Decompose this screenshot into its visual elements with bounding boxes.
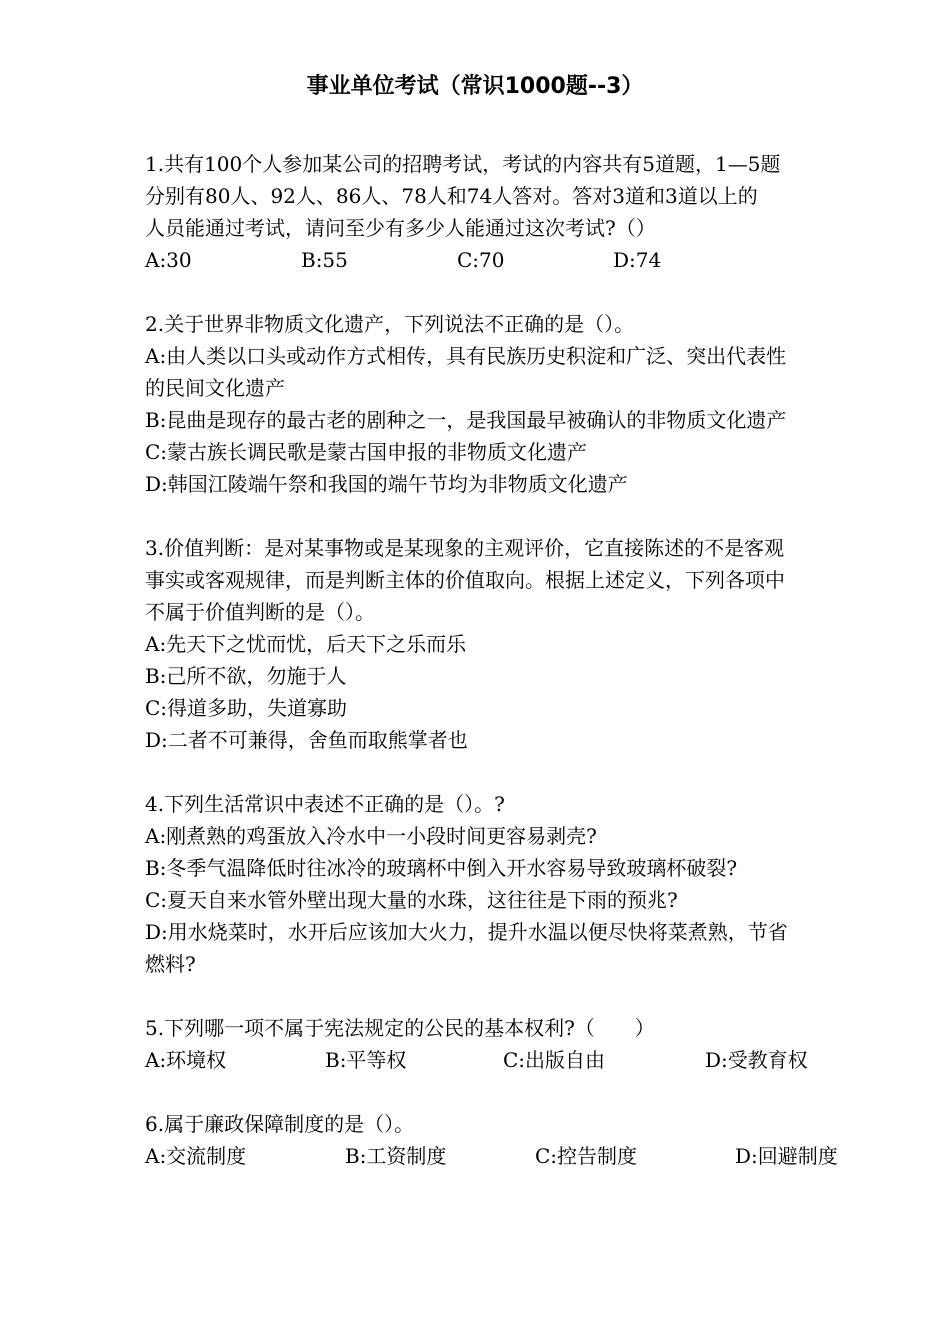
option-d: D:受教育权 (705, 1048, 808, 1072)
option-a-continued: 的民间文化遗产 (145, 376, 285, 400)
option-a: A:环境权 (145, 1048, 227, 1072)
question-text-line: 2.关于世界非物质文化遗产，下列说法不正确的是（）。 (145, 312, 635, 336)
options-row (145, 1140, 860, 1172)
question-5 (145, 1012, 860, 1076)
option-a: A:交流制度 (145, 1144, 247, 1168)
option-c: C:蒙古族长调民歌是蒙古国申报的非物质文化遗产 (145, 440, 588, 464)
question-6 (145, 1108, 860, 1172)
option-b: B:冬季气温降低时往冰冷的玻璃杯中倒入开水容易导致玻璃杯破裂? (145, 856, 738, 880)
option-a: A:30 (145, 248, 192, 272)
option-d: D:回避制度 (735, 1144, 838, 1168)
option-d: D:74 (613, 248, 662, 272)
question-text-line: 4.下列生活常识中表述不正确的是（）。? (145, 792, 505, 816)
page-title: 事业单位考试（常识1000题--3） (306, 74, 644, 99)
options-row (145, 244, 860, 276)
question-4 (145, 788, 860, 980)
option-a: A:刚煮熟的鸡蛋放入冷水中一小段时间更容易剥壳? (145, 824, 597, 848)
option-c: C:70 (457, 248, 505, 272)
option-c: C:夏天自来水管外壁出现大量的水珠，这往往是下雨的预兆? (145, 888, 678, 912)
option-b: B:昆曲是现存的最古老的剧种之一，是我国最早被确认的非物质文化遗产 (145, 408, 787, 432)
question-text-line: 不属于价值判断的是（）。 (145, 600, 375, 624)
option-c: C:出版自由 (503, 1048, 606, 1072)
question-text-line: 分别有80人、92人、86人、78人和74人答对。答对3道和3道以上的 (145, 184, 758, 208)
question-text-line: 3.价值判断：是对某事物或是某现象的主观评价，它直接陈述的不是客观 (145, 536, 785, 560)
option-d: D:用水烧菜时，水开后应该加大火力，提升水温以便尽快将菜煮熟，节省 (145, 920, 788, 944)
option-c: C:得道多助，失道寡助 (145, 696, 348, 720)
option-d: D:韩国江陵端午祭和我国的端午节均为非物质文化遗产 (145, 472, 628, 496)
question-text-line: 5.下列哪一项不属于宪法规定的公民的基本权利?（ ） (145, 1016, 655, 1040)
option-b: B:工资制度 (345, 1144, 447, 1168)
option-b: B:己所不欲，勿施于人 (145, 664, 347, 688)
option-b: B:55 (301, 248, 348, 272)
question-text-line: 1.共有100个人参加某公司的招聘考试，考试的内容共有5道题，1—5题 (145, 152, 781, 176)
question-text-line: 人员能通过考试，请问至少有多少人能通过这次考试?（） (145, 216, 656, 240)
question-list (145, 148, 860, 1204)
option-a: A:先天下之忧而忧，后天下之乐而乐 (145, 632, 467, 656)
question-2 (145, 308, 860, 500)
option-d-continued: 燃料? (145, 952, 196, 976)
question-1 (145, 148, 860, 276)
option-b: B:平等权 (325, 1048, 407, 1072)
options-row (145, 1044, 860, 1076)
option-d: D:二者不可兼得，舍鱼而取熊掌者也 (145, 728, 468, 752)
question-text-line: 事实或客观规律，而是判断主体的价值取向。根据上述定义，下列各项中 (145, 568, 785, 592)
option-c: C:控告制度 (535, 1144, 638, 1168)
option-a: A:由人类以口头或动作方式相传，具有民族历史积淀和广泛、突出代表性 (145, 344, 787, 368)
question-3 (145, 532, 860, 756)
question-text-line: 6.属于廉政保障制度的是（）。 (145, 1112, 415, 1136)
